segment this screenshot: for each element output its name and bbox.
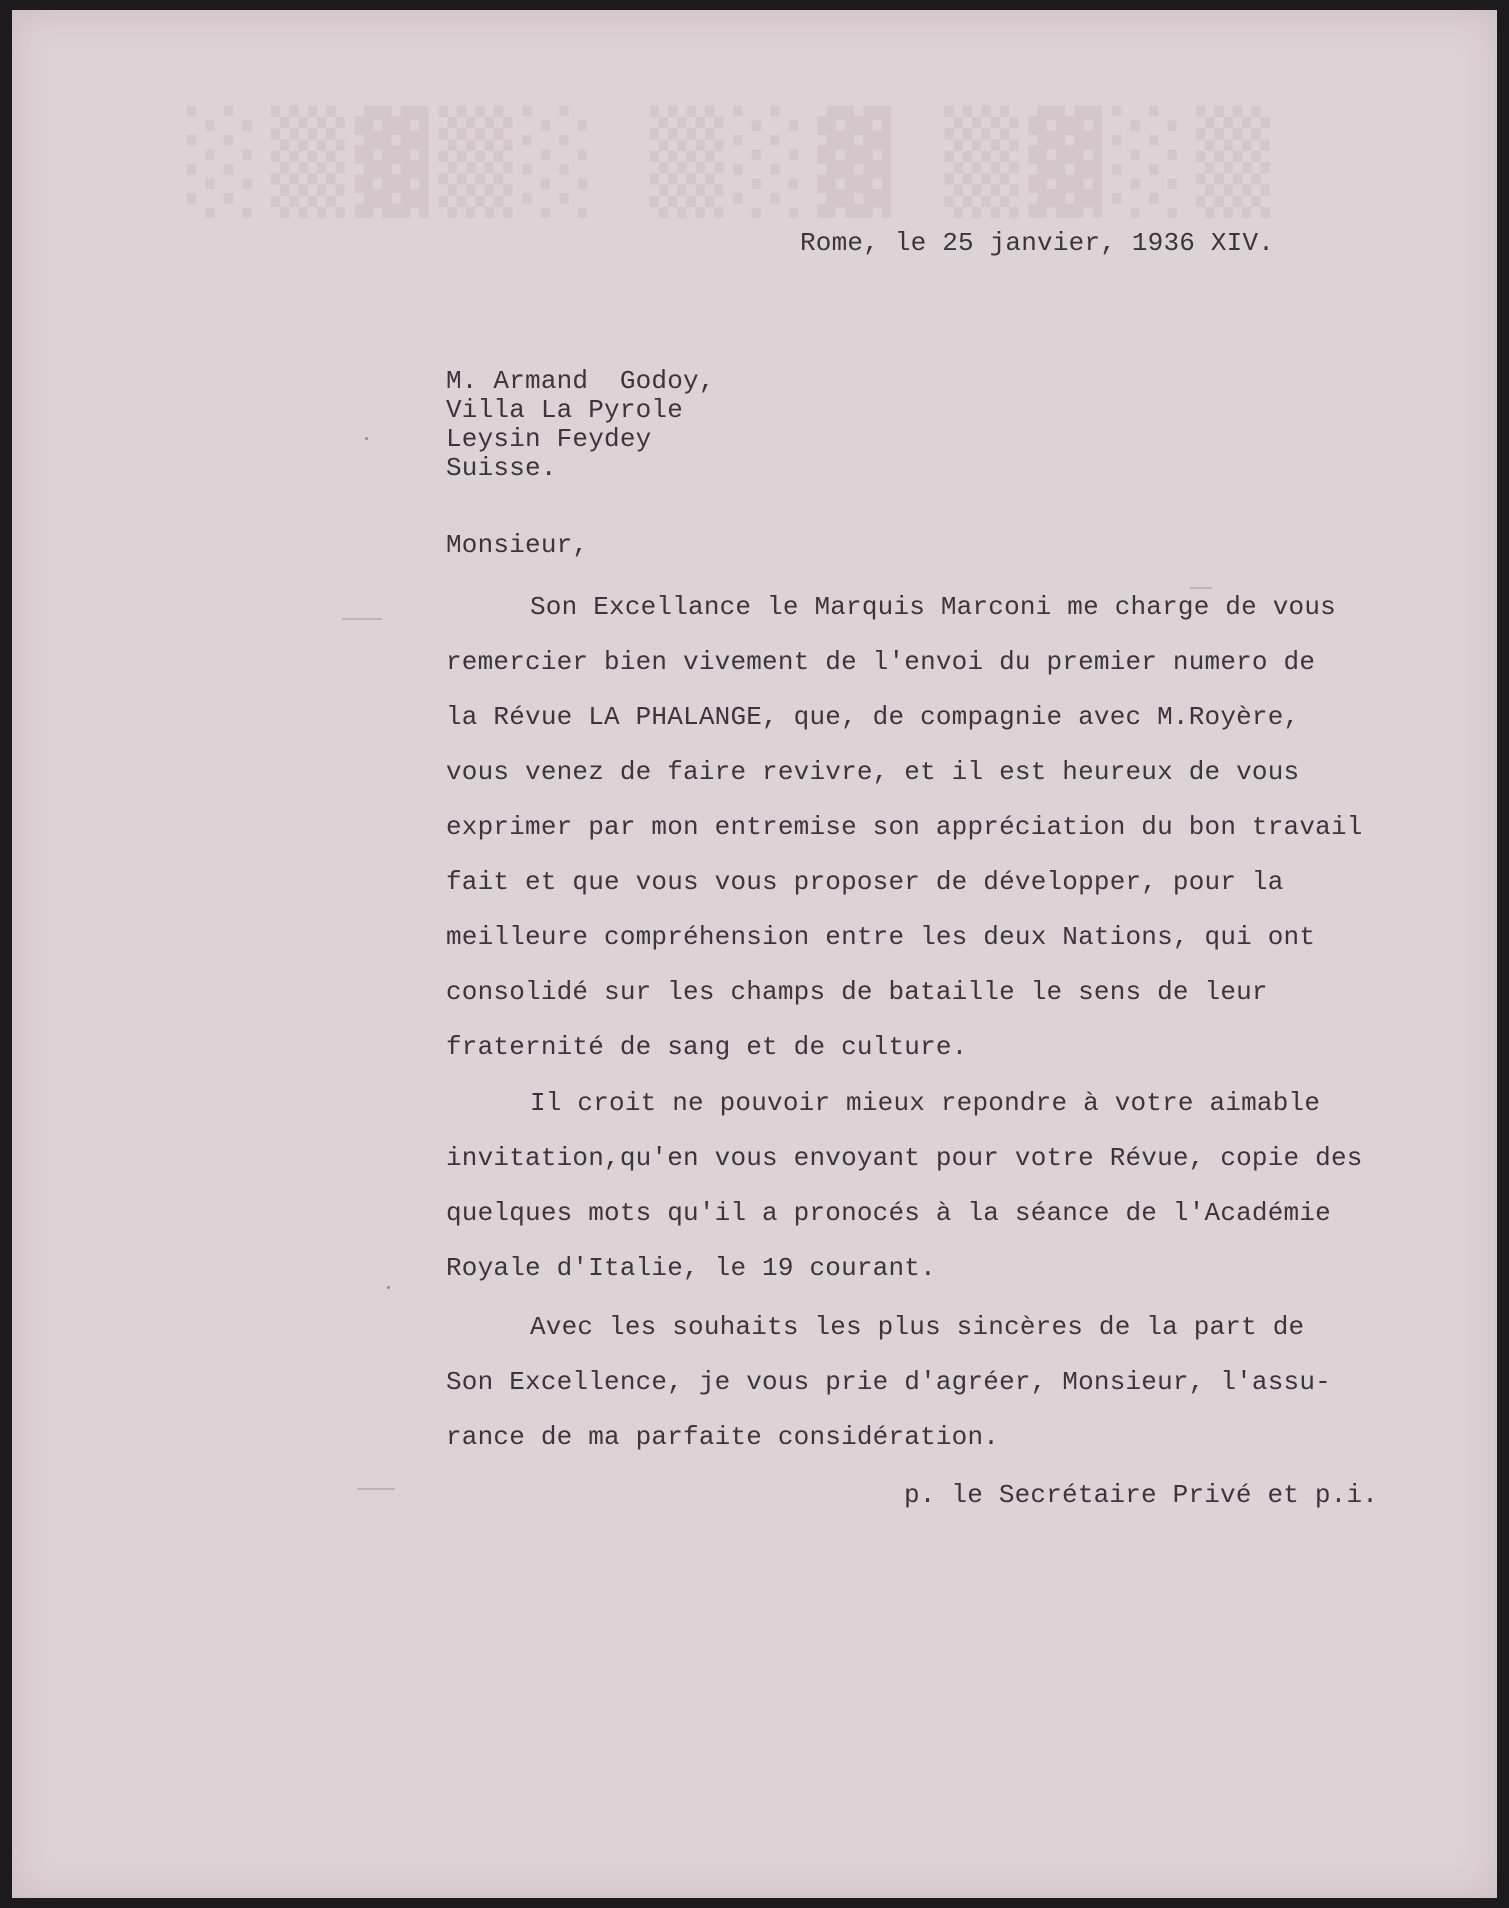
body-line: Son Excellence, je vous prie d'agréer, Monsieur, l'assu-	[446, 1367, 1331, 1397]
body-line: Avec les souhaits les plus sincères de la part de	[530, 1312, 1305, 1342]
letter-date: Rome, le 25 janvier, 1936 XIV.	[800, 228, 1275, 258]
body-line: meilleure compréhension entre les deux Nations, qui ont	[446, 922, 1316, 952]
body-line: exprimer par mon entremise son appréciation du bon travail	[446, 812, 1363, 842]
body-line: la Révue LA PHALANGE, que, de compagnie avec M.Royère,	[446, 702, 1300, 732]
recipient-country: Suisse.	[446, 453, 557, 483]
salutation: Monsieur,	[446, 530, 589, 560]
paper-mark	[1190, 587, 1212, 589]
body-line: Son Excellance le Marquis Marconi me charge de vous	[530, 592, 1336, 622]
body-line: Royale d'Italie, le 19 courant.	[446, 1253, 936, 1283]
recipient-address-line: Leysin Feydey	[446, 424, 652, 454]
letter-sheet	[12, 10, 1497, 1898]
paper-mark	[342, 618, 382, 620]
body-line: fraternité de sang et de culture.	[446, 1032, 968, 1062]
signature-line: p. le Secrétaire Privé et p.i.	[904, 1480, 1379, 1510]
paper-mark	[357, 1488, 395, 1490]
body-line: vous venez de faire revivre, et il est heureux de vous	[446, 757, 1300, 787]
letterhead-bleed-through: ░▒▓▒░ ▒░▓ ▒▓░▒	[187, 105, 1280, 218]
body-line: quelques mots qu'il a pronocés à la séance de l'Académie	[446, 1198, 1331, 1228]
paper-speck	[387, 1286, 390, 1289]
body-line: invitation,qu'en vous envoyant pour votre Révue, copie des	[446, 1143, 1363, 1173]
body-line: remercier bien vivement de l'envoi du premier numero de	[446, 647, 1316, 677]
body-line: rance de ma parfaite considération.	[446, 1422, 1000, 1452]
paper-speck	[365, 437, 368, 440]
body-line: fait et que vous vous proposer de développer, pour la	[446, 867, 1284, 897]
body-line: Il croit ne pouvoir mieux repondre à votre aimable	[530, 1088, 1321, 1118]
body-line: consolidé sur les champs de bataille le sens de leur	[446, 977, 1268, 1007]
recipient-address-line: Villa La Pyrole	[446, 395, 684, 425]
recipient-name: M. Armand Godoy,	[446, 366, 715, 396]
